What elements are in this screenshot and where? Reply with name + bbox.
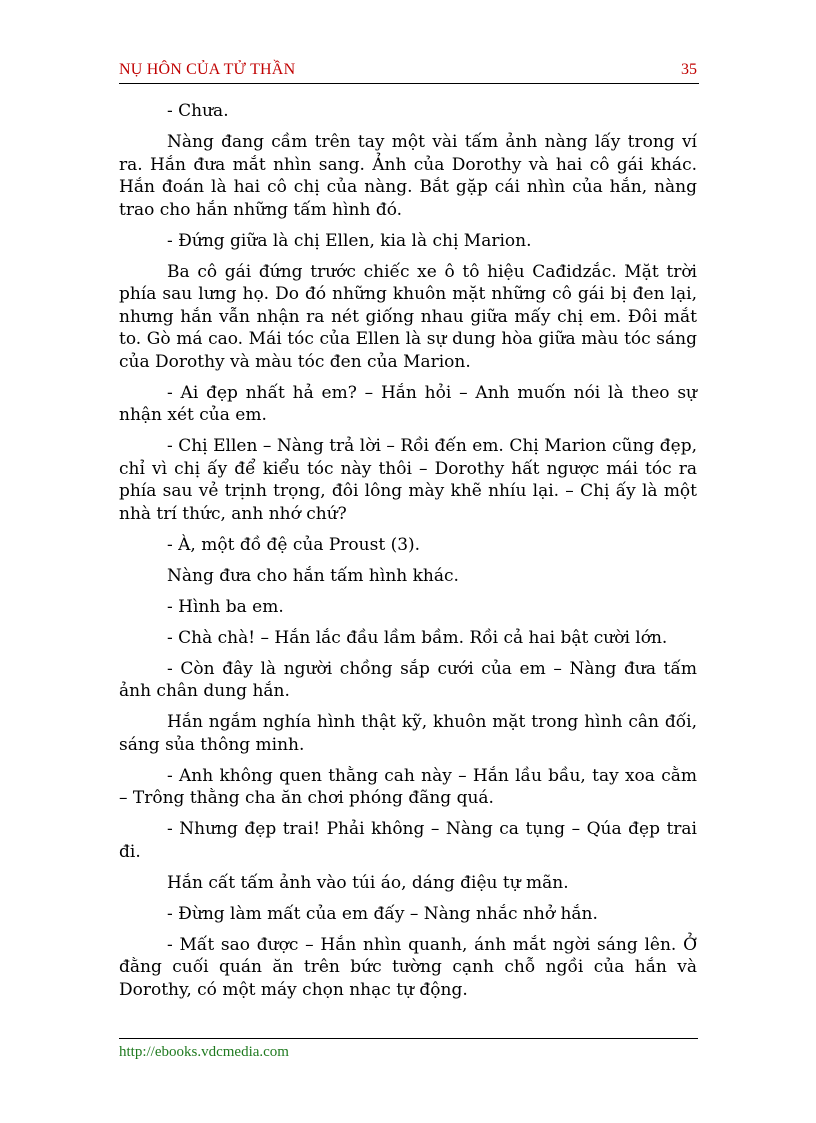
paragraph: - Còn đây là người chồng sắp cưới của em – Nàng đưa tấm ảnh chân dung hắn. — [119, 658, 697, 701]
paragraph: - Mất sao được – Hắn nhìn quanh, ánh mắt ngời sáng lên. Ở đằng cuối quán ăn trên bức tường cạnh chỗ ngồi của hắn và Dorothy, có một máy chọn nhạc tự động. — [119, 934, 697, 1000]
paragraph: - Đừng làm mất của em đấy – Nàng nhắc nhở hắn. — [167, 903, 598, 924]
paragraph: Hắn ngắm nghía hình thật kỹ, khuôn mặt trong hình cân đối, sáng sủa thông minh. — [119, 712, 697, 755]
paragraph: - Chị Ellen – Nàng trả lời – Rồi đến em. Chị Marion cũng đẹp, chỉ vì chị ấy để kiểu tóc này thôi – Dorothy hất ngược mái tóc ra phía sau vẻ trịnh trọng, đôi lông mày khẽ nhíu lại. – Chị ấy là một nhà trí thức, anh nhớ chứ? — [119, 436, 697, 524]
paragraph: - Đứng giữa là chị Ellen, kia là chị Marion. — [167, 230, 532, 251]
page-number: 35 — [681, 61, 697, 78]
paragraph: - À, một đồ đệ của Proust (3). — [167, 534, 421, 555]
paragraph: - Ai đẹp nhất hả em? – Hắn hỏi – Anh muốn nói là theo sự nhận xét của em. — [119, 382, 697, 425]
paragraph: Nàng đang cầm trên tay một vài tấm ảnh nàng lấy trong ví ra. Hắn đưa mắt nhìn sang. Ảnh của Dorothy và hai cô gái khác. Hắn đoán là hai cô chị của nàng. Bắt gặp cái nhìn của hắn, nàng trao cho hắn những tấm hình đó. — [119, 132, 697, 220]
book-title: NỤ HÔN CỦA TỬ THẦN — [119, 61, 296, 78]
footer-url-link[interactable]: http://ebooks.vdcmedia.com — [119, 1044, 289, 1060]
paragraph: - Nhưng đẹp trai! Phải không – Nàng ca tụng – Qúa đẹp trai đi. — [119, 819, 697, 862]
page-body — [119, 100, 697, 1001]
page-header — [119, 61, 699, 84]
footer-divider — [119, 1038, 698, 1039]
paragraph: Ba cô gái đứng trước chiếc xe ô tô hiệu Cađidzắc. Mặt trời phía sau lưng họ. Do đó những khuôn mặt những cô gái bị đen lại, nhưng hắn vẫn nhận ra nét giống nhau giữa mấy chị em. Đôi mắt to. Gò má cao. Mái tóc của Ellen là sự dung hòa giữa màu tóc sáng của Dorothy và màu tóc đen của Marion. — [119, 261, 697, 372]
paragraph: - Chà chà! – Hắn lắc đầu lầm bầm. Rồi cả hai bật cười lớn. — [167, 627, 668, 648]
paragraph: - Anh không quen thằng cah này – Hắn lầu bầu, tay xoa cằm – Trông thằng cha ăn chơi phóng đãng quá. — [119, 765, 697, 808]
paragraph: Hắn cất tấm ảnh vào túi áo, dáng điệu tự mãn. — [167, 872, 569, 893]
paragraph: - Chưa. — [167, 101, 229, 121]
paragraph: - Hình ba em. — [167, 596, 284, 617]
paragraph: Nàng đưa cho hắn tấm hình khác. — [167, 565, 459, 586]
